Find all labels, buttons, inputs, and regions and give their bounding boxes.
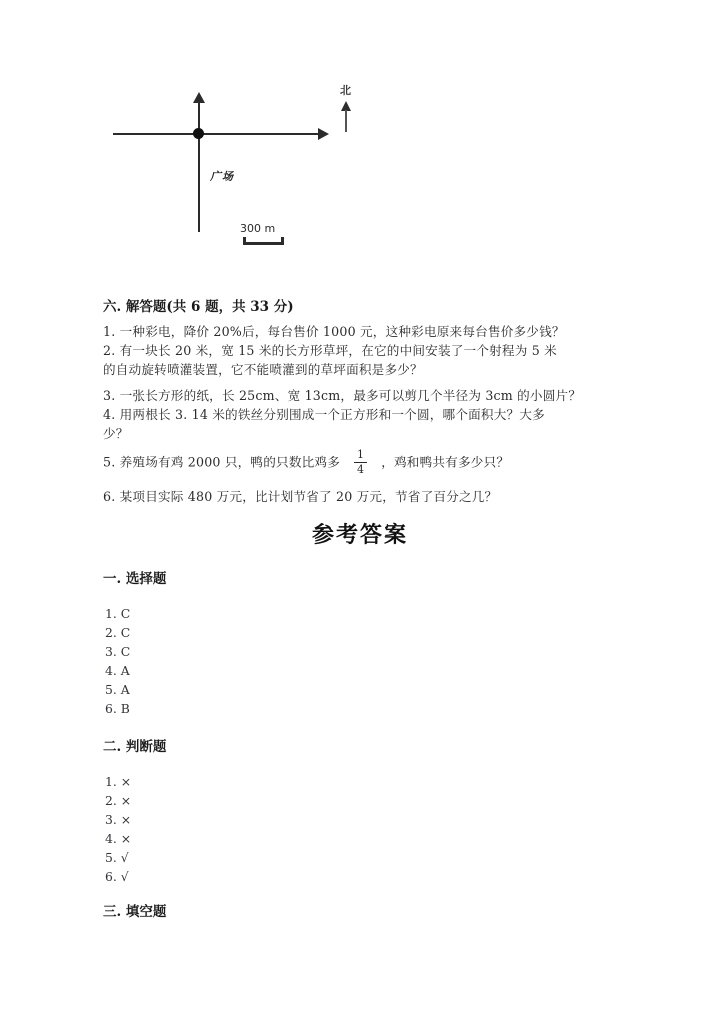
- fraction-denominator: 4: [357, 462, 365, 476]
- plaza-compass-figure: [100, 70, 400, 265]
- answer-truefalse-1: 1. ×: [105, 774, 132, 789]
- question-6: 6. 某项目实际 480 万元，比计划节省了 20 万元，节省了百分之几？: [103, 489, 498, 504]
- question-5: [103, 450, 643, 476]
- scale-bar: [243, 242, 284, 245]
- north-arrow-icon: [193, 92, 205, 103]
- east-west-axis-line: [113, 133, 321, 135]
- answer-truefalse-4: 4. ×: [105, 831, 132, 846]
- answer-truefalse-2: 2. ×: [105, 793, 132, 808]
- answers-title: 参考答案: [311, 522, 408, 548]
- question-1: 1. 一种彩电，降价 20%后，每台售价 1000 元，这种彩电原来每台售价多少钱？: [103, 324, 565, 339]
- answer-choice-2: 2. C: [105, 625, 131, 640]
- answer-choice-6: 6. B: [105, 701, 130, 716]
- answer-truefalse-3: 3. ×: [105, 812, 132, 827]
- compass-north-stem: [345, 110, 347, 132]
- question-2-line-2: 的自动旋转喷灌装置，它不能喷灌到的草坪面积是多少？: [103, 362, 423, 377]
- question-5-suffix: ，鸡和鸭共有多少只？: [381, 454, 510, 470]
- scale-bar-right-tick: [281, 237, 284, 245]
- answer-choice-3: 3. C: [105, 644, 131, 659]
- fraction-numerator: 1: [357, 448, 365, 461]
- question-4-line-2: 少？: [103, 426, 129, 441]
- question-4-line-1: 4. 用两根长 3. 14 米的铁丝分别围成一个正方形和一个圆，哪个面积大？大多: [103, 407, 545, 422]
- origin-dot-icon: [193, 128, 204, 139]
- question-2-line-1: 2. 有一块长 20 米，宽 15 米的长方形草坪，在它的中间安装了一个射程为 5 米: [103, 343, 557, 358]
- answers-section-heading-truefalse: 二. 判断题: [103, 739, 167, 755]
- answer-truefalse-5: 5. √: [105, 850, 129, 865]
- answer-truefalse-6: 6. √: [105, 869, 129, 884]
- answers-section-heading-fillblank: 三. 填空题: [103, 904, 167, 920]
- answers-section-heading-choice: 一. 选择题: [103, 571, 167, 587]
- section-six-heading: 六. 解答题(共 6 题，共 33 分): [103, 299, 294, 315]
- north-label: 北: [340, 84, 351, 97]
- scale-bar-left-tick: [243, 237, 246, 245]
- question-3: 3. 一张长方形的纸，长 25cm、宽 13cm，最多可以剪几个半径为 3cm 的小圆片？: [103, 388, 582, 403]
- question-5-prefix: 5. 养殖场有鸡 2000 只，鸭的只数比鸡多: [103, 454, 340, 470]
- fraction-one-quarter: [354, 449, 367, 475]
- north-south-axis-line: [198, 102, 200, 232]
- answer-choice-4: 4. A: [105, 663, 130, 678]
- answer-choice-5: 5. A: [105, 682, 130, 697]
- scale-bar-label: 300 m: [240, 222, 276, 235]
- east-arrow-icon: [318, 128, 329, 140]
- origin-label: 广场: [210, 170, 234, 183]
- answer-choice-1: 1. C: [105, 606, 131, 621]
